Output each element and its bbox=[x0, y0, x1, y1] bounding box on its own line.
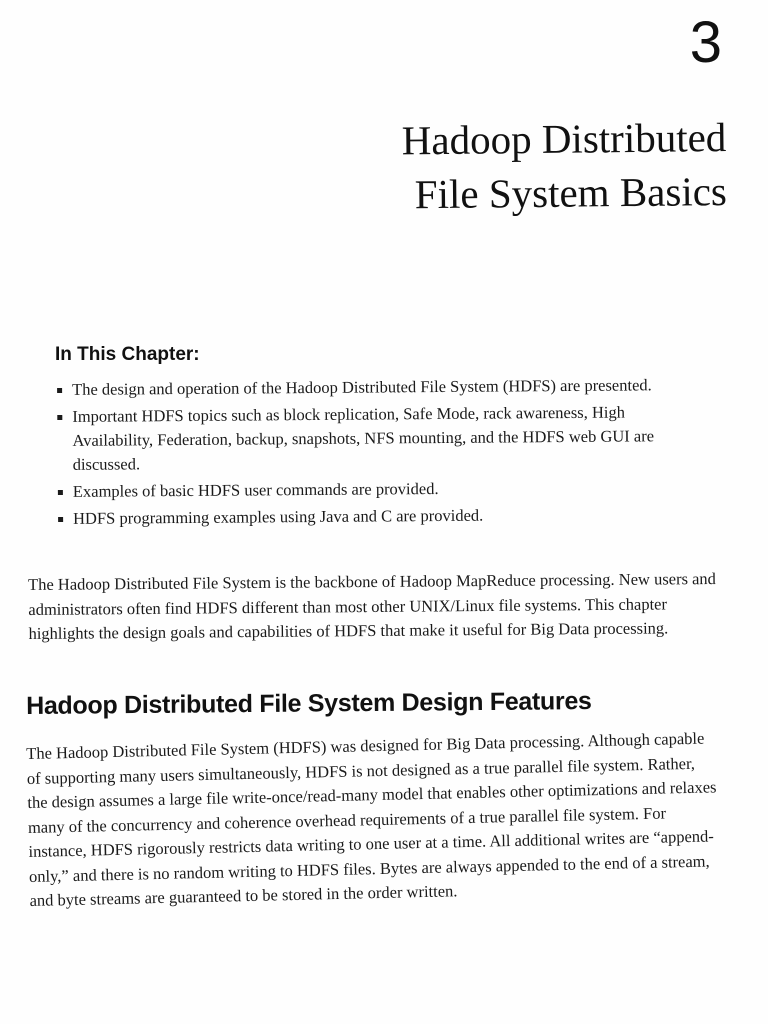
chapter-title-line-2: File System Basics bbox=[414, 167, 728, 218]
list-item: HDFS programming examples using Java and C are provided. bbox=[57, 502, 697, 531]
section-heading: Hadoop Distributed File System Design Features bbox=[26, 687, 592, 720]
chapter-number: 3 bbox=[689, 10, 722, 75]
list-item: Important HDFS topics such as block replication, Safe Mode, rack awareness, High Availability, Federation, backup, snapshots, NFS mounting, and the HDFS web GUI are discussed. bbox=[56, 400, 697, 477]
chapter-title-line-1: Hadoop Distributed bbox=[401, 113, 727, 164]
list-item: The design and operation of the Hadoop Distributed File System (HDFS) are presented. bbox=[56, 373, 696, 402]
chapter-summary-list bbox=[56, 373, 697, 534]
intro-paragraph: The Hadoop Distributed File System is the backbone of Hadoop MapReduce processing. New users and administrators often find HDFS different than most other UNIX/Linux file systems. This chapter highlights the design goals and capabilities of HDFS that make it useful for Big Data processing. bbox=[28, 568, 716, 643]
list-item: Examples of basic HDFS user commands are provided. bbox=[57, 475, 697, 504]
chapter-title bbox=[166, 110, 727, 224]
in-this-chapter-heading: In This Chapter: bbox=[55, 344, 200, 365]
section-paragraph: The Hadoop Distributed File System (HDFS) was designed for Big Data processing. Although capable of supporting many users simultaneously, HDFS is not designed as a true parallel file system. Rather, the design assumes a large file write-once/read-many model that enables other optimizations and relaxes many of the concurrency and coherence overhead requirements of a true parallel file system. For instance, HDFS rigorously restricts data writing to one user at a time. All additional writes are “append-only,” and there is no random writing to HDFS files. Bytes are always appended to the end of a stream, and byte streams are guaranteed to be stored in the order written. bbox=[26, 728, 717, 910]
